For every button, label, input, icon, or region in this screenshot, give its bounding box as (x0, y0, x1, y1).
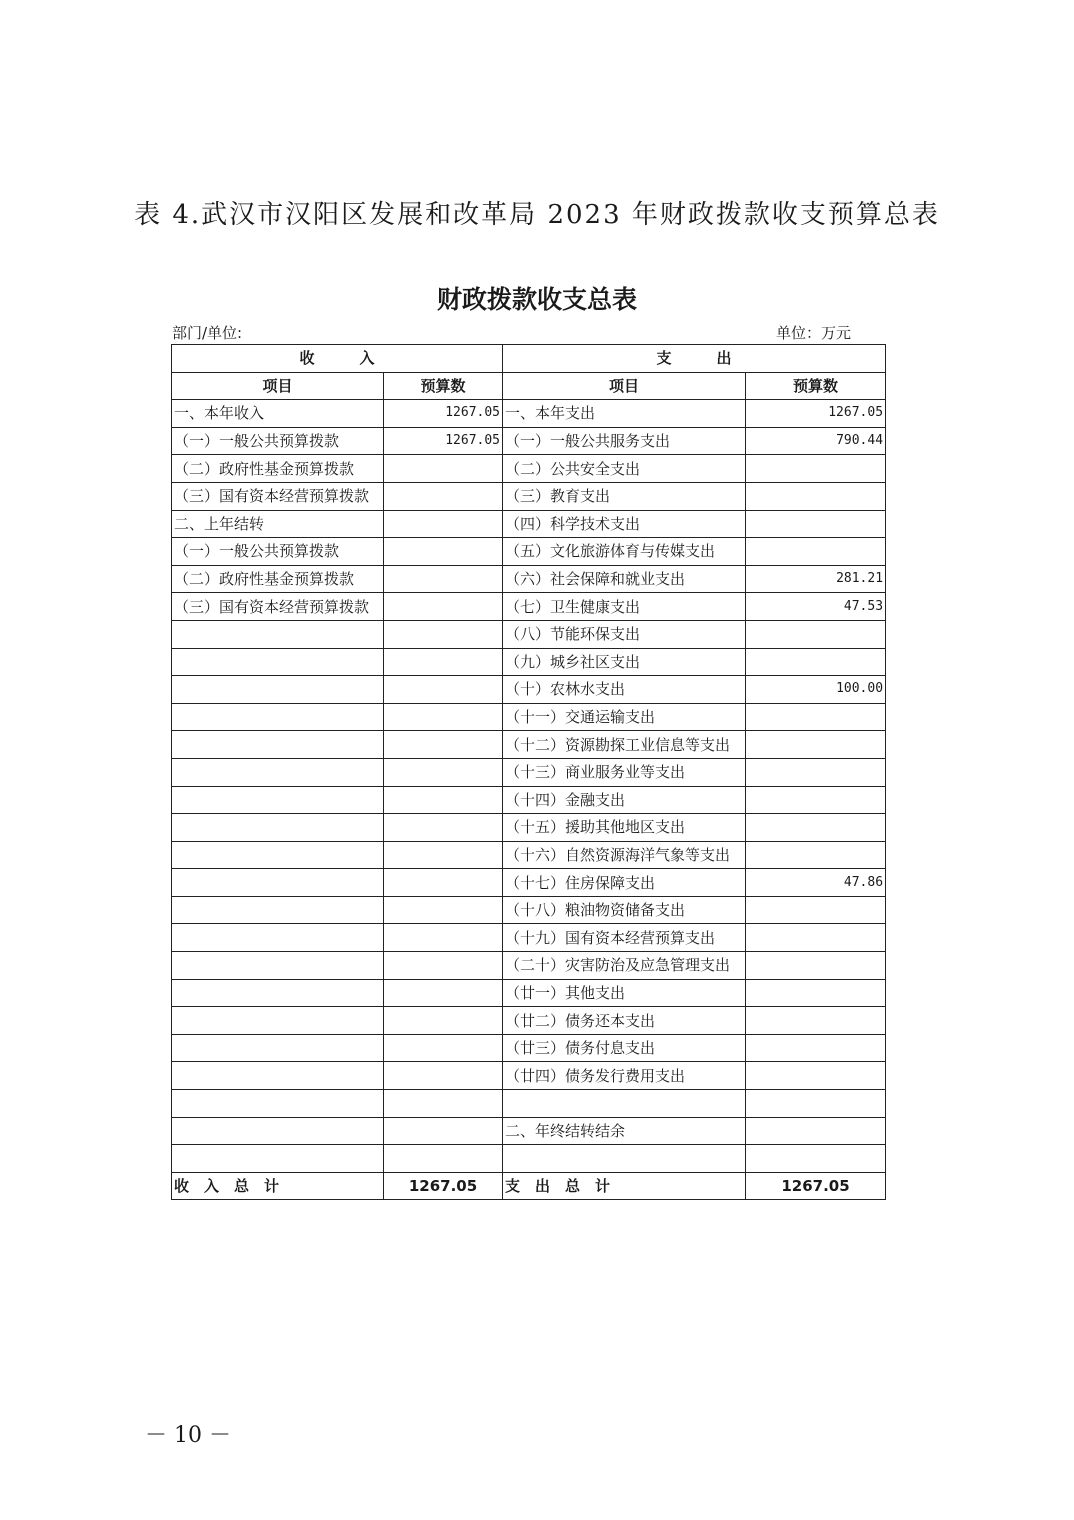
expense-amount-cell (746, 1034, 886, 1062)
expense-amount-cell: 100.00 (746, 676, 886, 704)
table-title: 财政拨款收支总表 (436, 285, 637, 314)
expense-item-cell: （二十）灾害防治及应急管理支出 (503, 952, 746, 980)
table-row (172, 510, 886, 538)
expense-amount-cell (746, 1117, 886, 1145)
expense-item-cell: （二）公共安全支出 (503, 455, 746, 483)
total-row (172, 1173, 886, 1200)
income-amount-header: 预算数 (384, 372, 503, 400)
table-row (172, 538, 886, 566)
table-row (172, 400, 886, 428)
expense-amount-cell (746, 731, 886, 759)
expense-item-cell: （十五）援助其他地区支出 (503, 814, 746, 842)
table-row (172, 1145, 886, 1173)
table-row (172, 979, 886, 1007)
income-item-cell: （二）政府性基金预算拨款 (172, 455, 384, 483)
table-row (172, 1117, 886, 1145)
income-amount-cell (384, 565, 503, 593)
expense-amount-cell (746, 482, 886, 510)
table-row (172, 758, 886, 786)
expense-amount-cell (746, 924, 886, 952)
income-item-cell (172, 1117, 384, 1145)
income-amount-cell (384, 482, 503, 510)
expense-item-cell: （七）卫生健康支出 (503, 593, 746, 621)
expense-amount-cell: 281.21 (746, 565, 886, 593)
expense-item-cell: （十八）粮油物资储备支出 (503, 896, 746, 924)
expense-amount-cell (746, 620, 886, 648)
income-item-cell: 二、上年结转 (172, 510, 384, 538)
expense-item-cell: （十二）资源勘探工业信息等支出 (503, 731, 746, 759)
expense-total-amount: 1267.05 (746, 1173, 886, 1200)
table-row (172, 896, 886, 924)
income-amount-cell (384, 896, 503, 924)
expense-amount-cell (746, 703, 886, 731)
expense-item-cell: （一）一般公共服务支出 (503, 427, 746, 455)
income-item-cell (172, 952, 384, 980)
expense-item-cell: （五）文化旅游体育与传媒支出 (503, 538, 746, 566)
table-row (172, 648, 886, 676)
expense-item-cell: （九）城乡社区支出 (503, 648, 746, 676)
table-row (172, 924, 886, 952)
income-item-cell (172, 924, 384, 952)
expense-item-cell: （十七）住房保障支出 (503, 869, 746, 897)
income-amount-cell (384, 1007, 503, 1035)
document-title: 表 4.武汉市汉阳区发展和改革局 2023 年财政拨款收支预算总表 (134, 200, 940, 230)
income-item-cell (172, 1007, 384, 1035)
expense-item-cell: 一、本年支出 (503, 400, 746, 428)
expense-amount-cell (746, 455, 886, 483)
income-item-cell: （三）国有资本经营预算拨款 (172, 593, 384, 621)
income-amount-cell (384, 758, 503, 786)
expense-amount-cell (746, 648, 886, 676)
expense-amount-cell: 47.53 (746, 593, 886, 621)
income-item-cell: （一）一般公共预算拨款 (172, 427, 384, 455)
income-item-cell (172, 1090, 384, 1118)
income-item-cell (172, 814, 384, 842)
income-amount-cell (384, 538, 503, 566)
table-row (172, 455, 886, 483)
income-item-cell: （三）国有资本经营预算拨款 (172, 482, 384, 510)
table-row (172, 1090, 886, 1118)
income-amount-cell (384, 1062, 503, 1090)
table-row (172, 703, 886, 731)
income-total-label: 收 入 总 计 (172, 1173, 384, 1200)
expense-amount-cell (746, 896, 886, 924)
expense-amount-cell (746, 1007, 886, 1035)
income-amount-cell (384, 1034, 503, 1062)
income-item-header: 项目 (172, 372, 384, 400)
column-header-row (172, 372, 886, 400)
expense-item-cell: （廿三）债务付息支出 (503, 1034, 746, 1062)
expense-amount-cell (746, 1090, 886, 1118)
table-row (172, 731, 886, 759)
expense-total-label: 支 出 总 计 (503, 1173, 746, 1200)
income-amount-cell (384, 979, 503, 1007)
income-item-cell: （一）一般公共预算拨款 (172, 538, 384, 566)
income-amount-cell (384, 924, 503, 952)
income-amount-cell (384, 731, 503, 759)
income-item-cell: （二）政府性基金预算拨款 (172, 565, 384, 593)
table-row (172, 676, 886, 704)
expense-amount-cell (746, 1145, 886, 1173)
expense-amount-cell (746, 510, 886, 538)
income-amount-cell: 1267.05 (384, 400, 503, 428)
income-amount-cell (384, 786, 503, 814)
expense-item-cell: （十六）自然资源海洋气象等支出 (503, 841, 746, 869)
expense-item-cell: （十一）交通运输支出 (503, 703, 746, 731)
expense-item-cell: （廿二）债务还本支出 (503, 1007, 746, 1035)
income-item-cell (172, 869, 384, 897)
expense-amount-cell (746, 952, 886, 980)
section-header-row (172, 345, 886, 373)
income-amount-cell (384, 841, 503, 869)
income-item-cell (172, 896, 384, 924)
expense-item-cell (503, 1090, 746, 1118)
income-item-cell (172, 676, 384, 704)
income-item-cell (172, 1062, 384, 1090)
expense-item-cell: （十九）国有资本经营预算支出 (503, 924, 746, 952)
income-amount-cell (384, 1145, 503, 1173)
table-row (172, 952, 886, 980)
page-number: － 10 － (145, 1423, 231, 1448)
table-row (172, 841, 886, 869)
income-amount-cell (384, 510, 503, 538)
table-row (172, 482, 886, 510)
income-amount-cell (384, 814, 503, 842)
expense-item-header: 项目 (503, 372, 746, 400)
table-row (172, 593, 886, 621)
income-total-amount: 1267.05 (384, 1173, 503, 1200)
income-amount-cell (384, 593, 503, 621)
income-amount-cell (384, 648, 503, 676)
income-item-cell (172, 648, 384, 676)
income-item-cell (172, 758, 384, 786)
income-item-cell: 一、本年收入 (172, 400, 384, 428)
table-row (172, 427, 886, 455)
expense-item-cell: 二、年终结转结余 (503, 1117, 746, 1145)
expense-amount-cell: 47.86 (746, 869, 886, 897)
expense-amount-cell (746, 786, 886, 814)
income-amount-cell (384, 1117, 503, 1145)
table-row (172, 565, 886, 593)
expense-item-cell: （三）教育支出 (503, 482, 746, 510)
income-item-cell (172, 786, 384, 814)
expense-amount-cell: 790.44 (746, 427, 886, 455)
income-amount-cell: 1267.05 (384, 427, 503, 455)
income-item-cell (172, 1034, 384, 1062)
table-row (172, 814, 886, 842)
income-item-cell (172, 620, 384, 648)
expense-item-cell: （廿四）债务发行费用支出 (503, 1062, 746, 1090)
income-item-cell (172, 841, 384, 869)
income-item-cell (172, 979, 384, 1007)
income-item-cell (172, 703, 384, 731)
expense-item-cell: （廿一）其他支出 (503, 979, 746, 1007)
income-amount-cell (384, 1090, 503, 1118)
expense-amount-cell (746, 814, 886, 842)
expense-item-cell (503, 1145, 746, 1173)
income-amount-cell (384, 869, 503, 897)
income-amount-cell (384, 952, 503, 980)
expense-item-cell: （六）社会保障和就业支出 (503, 565, 746, 593)
budget-table (171, 344, 886, 1200)
table-row (172, 1034, 886, 1062)
expense-item-cell: （四）科学技术支出 (503, 510, 746, 538)
income-section-header: 收 入 (172, 345, 503, 373)
dept-label: 部门/单位: (172, 324, 243, 342)
unit-label: 单位：万元 (776, 324, 852, 342)
table-row (172, 869, 886, 897)
income-item-cell (172, 731, 384, 759)
table-row (172, 1062, 886, 1090)
table-row (172, 1007, 886, 1035)
table-row (172, 620, 886, 648)
expense-amount-header: 预算数 (746, 372, 886, 400)
expense-item-cell: （八）节能环保支出 (503, 620, 746, 648)
expense-item-cell: （十）农林水支出 (503, 676, 746, 704)
income-amount-cell (384, 455, 503, 483)
income-amount-cell (384, 703, 503, 731)
table-row (172, 786, 886, 814)
expense-amount-cell: 1267.05 (746, 400, 886, 428)
expense-section-header: 支 出 (503, 345, 886, 373)
expense-amount-cell (746, 758, 886, 786)
expense-amount-cell (746, 1062, 886, 1090)
income-item-cell (172, 1145, 384, 1173)
expense-amount-cell (746, 538, 886, 566)
expense-item-cell: （十三）商业服务业等支出 (503, 758, 746, 786)
expense-amount-cell (746, 841, 886, 869)
expense-amount-cell (746, 979, 886, 1007)
income-amount-cell (384, 676, 503, 704)
expense-item-cell: （十四）金融支出 (503, 786, 746, 814)
income-amount-cell (384, 620, 503, 648)
